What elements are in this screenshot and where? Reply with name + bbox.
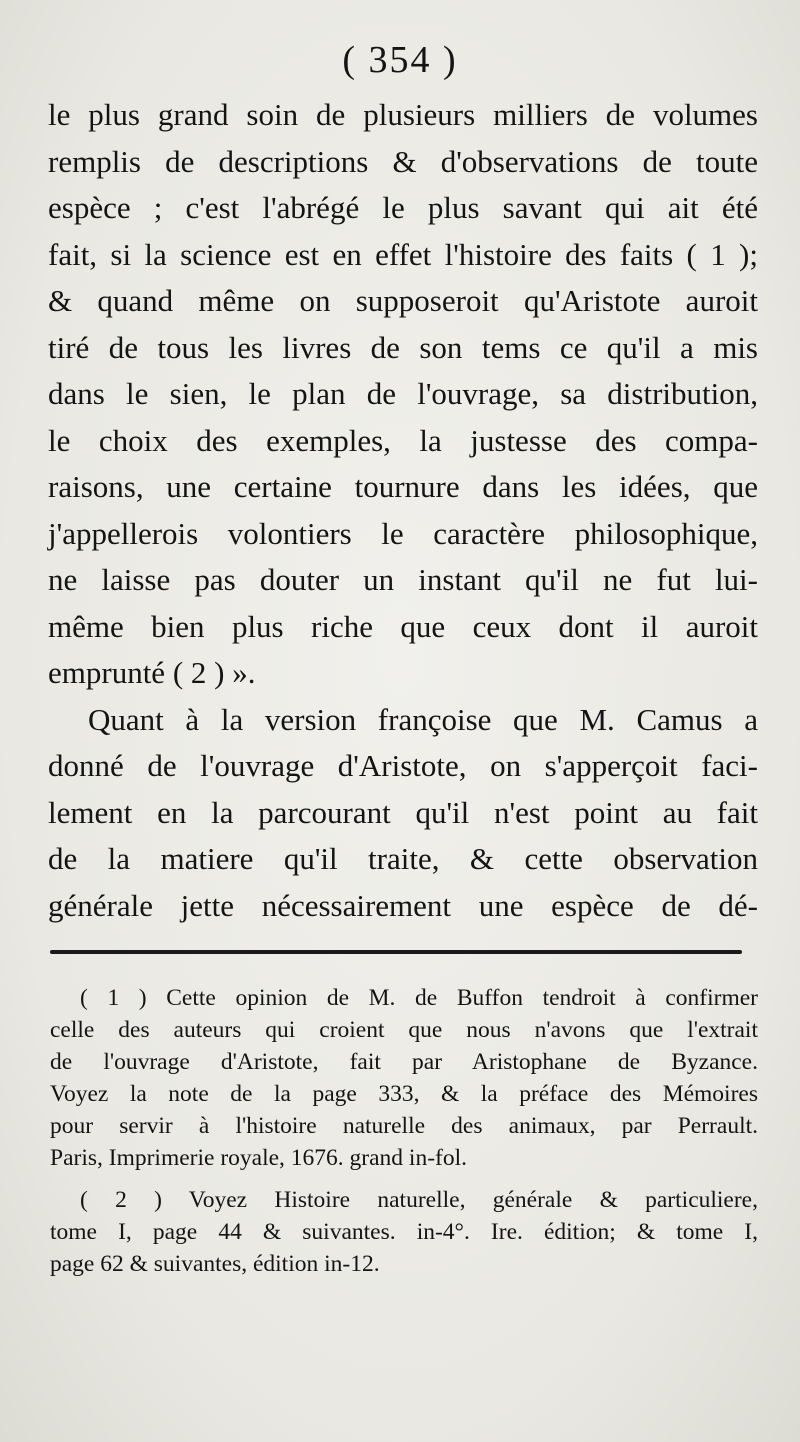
text-line: dans le sien, le plan de l'ouvrage, sa distribution, xyxy=(48,376,758,411)
text-line: le choix des exemples, la justesse des compa- xyxy=(48,422,758,458)
text-line: le plus grand soin de plusieurs milliers de volumes xyxy=(48,97,758,132)
footnote-line: celle des auteurs qui croient que nous n'avons que l'extrait xyxy=(50,1017,758,1043)
text-line: donné de l'ouvrage d'Aristote, on s'apperçoit faci- xyxy=(48,748,758,783)
footnote-line: Voyez la note de la page 333, & la préface des Mémoires xyxy=(50,1081,758,1107)
text-line: générale jette nécessairement une espèce de dé- xyxy=(48,887,758,923)
footnote-line: ( 2 ) Voyez Histoire naturelle, générale & particuliere, xyxy=(80,1187,758,1213)
text-line: espèce ; c'est l'abrégé le plus savant qui ait été xyxy=(48,190,758,225)
footnote-line: Paris, Imprimerie royale, 1676. grand in-fol. xyxy=(50,1145,468,1171)
footnote-line: tome I, page 44 & suivantes. in-4°. Ire. édition; & tome I, xyxy=(50,1219,758,1245)
text-line: même bien plus riche que ceux dont il auroit xyxy=(48,608,758,644)
text-line: ne laisse pas douter un instant qu'il ne fut lui- xyxy=(48,562,758,597)
text-line: emprunté ( 2 ) ». xyxy=(48,655,256,690)
footnote-line: page 62 & suivantes, édition in-12. xyxy=(50,1251,380,1277)
text-line: remplis de descriptions & d'observations de toute xyxy=(48,143,758,179)
text-line: lement en la parcourant qu'il n'est point au fait xyxy=(48,794,758,830)
footnotes xyxy=(50,982,758,1280)
text-line: raisons, une certaine tournure dans les idées, que xyxy=(48,469,758,504)
footnote-line: ( 1 ) Cette opinion de M. de Buffon tendroit à confirmer xyxy=(80,985,758,1011)
footnote-line: de l'ouvrage d'Aristote, fait par Aristophane de Byzance. xyxy=(50,1049,758,1075)
text-line: de la matiere qu'il traite, & cette observation xyxy=(48,841,758,876)
text-line: tiré de tous les livres de son tems ce qu'il a mis xyxy=(48,329,758,365)
paragraph-start-line: Quant à la version françoise que M. Camus a xyxy=(88,701,758,737)
text-line: & quand même on supposeroit qu'Aristote auroit xyxy=(48,283,758,318)
footnote-divider xyxy=(50,950,742,954)
text-line: j'appellerois volontiers le caractère philosophique, xyxy=(48,515,758,551)
main-text xyxy=(48,92,758,929)
text-line: fait, si la science est en effet l'histoire des faits ( 1 ); xyxy=(48,236,758,272)
footnote-line: pour servir à l'histoire naturelle des animaux, par Perrault. xyxy=(50,1113,758,1139)
page-number: ( 354 ) xyxy=(342,39,458,81)
